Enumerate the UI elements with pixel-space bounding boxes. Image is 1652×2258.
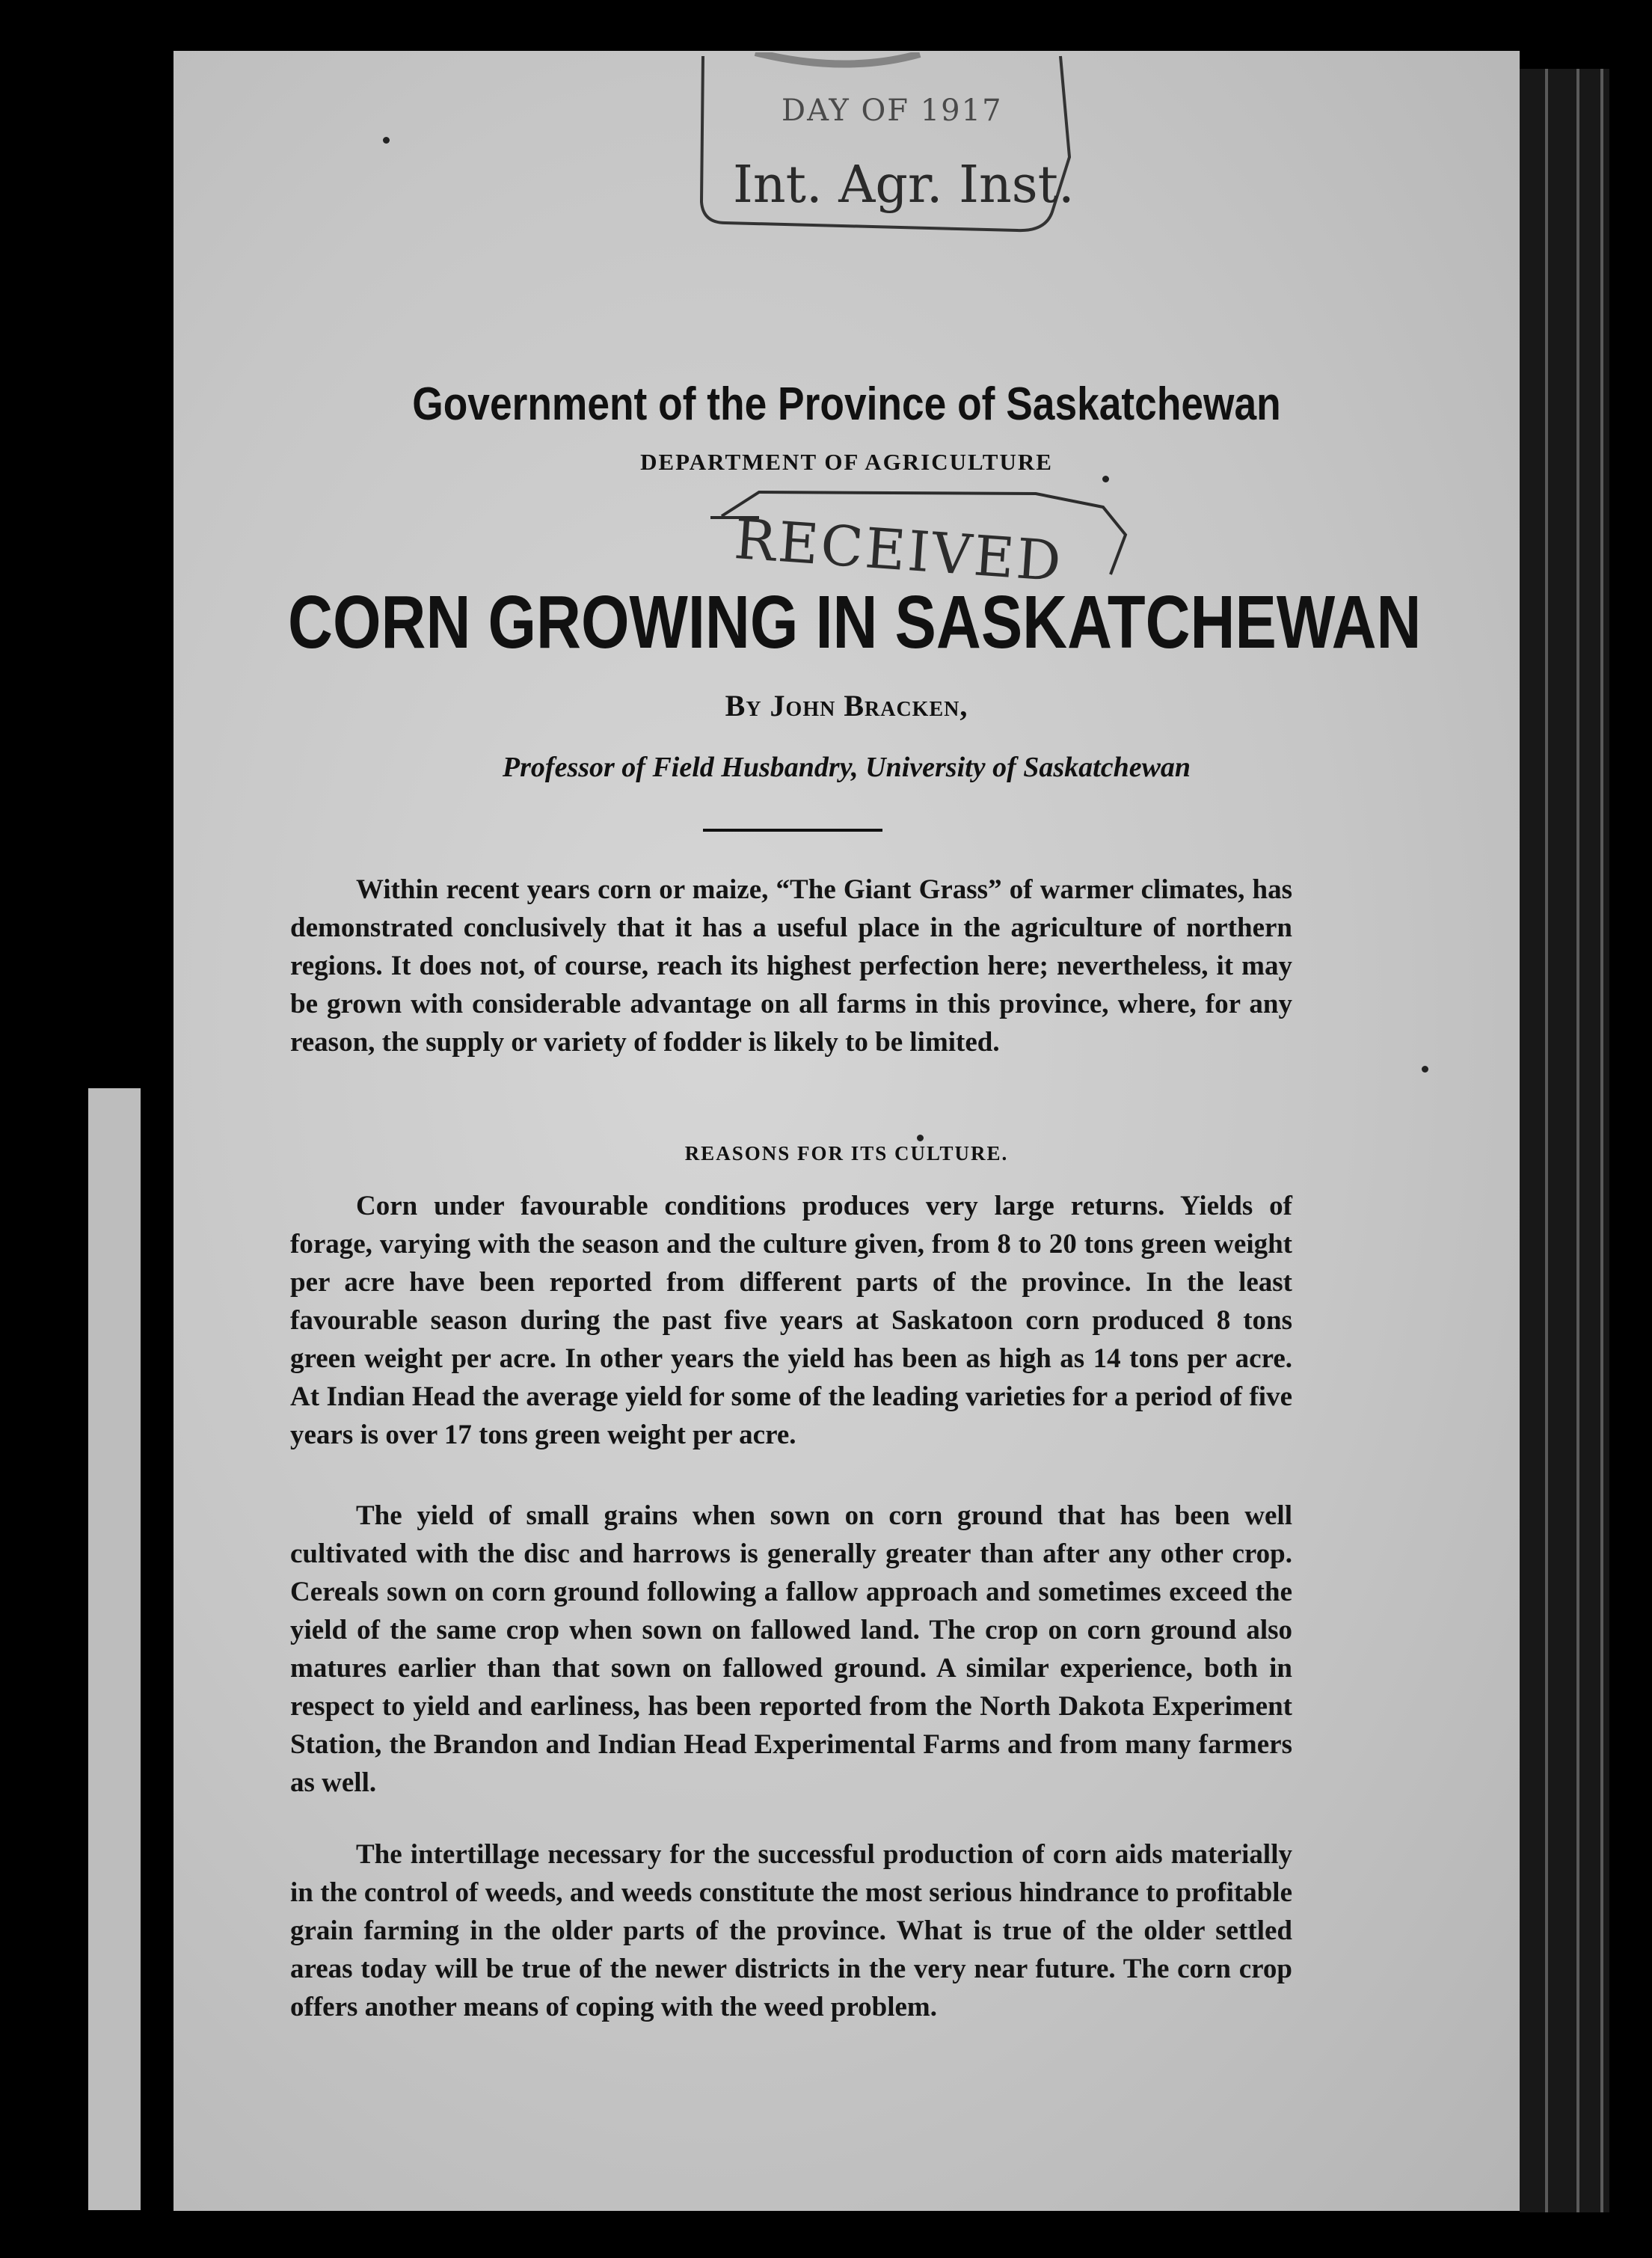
body-paragraph: Corn under favourable conditions produces very large returns. Yields of forage, varying with the season and the culture given, from 8 to 20 tons green weight per acre have been reported from different parts of the province. In the least favourable season during the past five years at Saskatoon corn produced 8 tons green weight per acre. In other years the yield has been as high as 14 tons per acre. At Indian Head the average yield for some of the leading varieties for a period of five years is over 17 tons green weight per acre. xyxy=(290,1191,1292,1450)
spine-line xyxy=(1545,69,1548,2212)
body-paragraph: The intertillage necessary for the successful production of corn aids materially in the control of weeds, and weeds constitute the most serious hindrance to profitable grain farming in the older parts of the province. What is true of the older settled areas today will be true of the newer districts in the very near future. The corn crop offers another means of coping with the weed problem. xyxy=(290,1839,1292,2022)
speck xyxy=(917,1135,924,1141)
left-page-edge xyxy=(88,1088,141,2210)
author-affiliation: Professor of Field Husbandry, University of Saskatchewan xyxy=(502,752,1191,783)
intro-paragraph: Within recent years corn or maize, “The Giant Grass” of warmer climates, has demonstrated conclusively that it has a useful place in the agriculture of northern regions. It does not, of course, reach its highest perfection here; nevertheless, it may be grown with considerable advantage on all farms in this province, where, for any reason, the supply or variety of fodder is likely to be limited. xyxy=(290,874,1292,1058)
body-paragraph: The yield of small grains when sown on corn ground that has been well cultivated with the disc and harrows is generally greater than after any other crop. Cereals sown on corn ground following a fallow approach and sometimes exceed the yield of the same crop when sown on fallowed land. The crop on corn ground also matures earlier than that sown on fallowed ground. A similar experience, both in respect to yield and earliness, has been reported from the North Dakota Experiment Station, the Brandon and Indian Head Experimental Farms and from many farmers as well. xyxy=(290,1500,1292,1798)
library-stamp xyxy=(696,52,1077,247)
speck xyxy=(1102,476,1109,482)
book-spine xyxy=(1520,69,1609,2212)
stamp-date-text: DAY OF 1917 xyxy=(782,93,1003,128)
department-heading: DEPARTMENT OF AGRICULTURE xyxy=(640,449,1053,475)
stamp-institute-text: Int. Agr. Inst. xyxy=(733,156,1075,215)
spine-line xyxy=(1576,69,1579,2212)
speck xyxy=(383,137,390,144)
title-rule xyxy=(703,829,882,832)
speck xyxy=(1422,1066,1428,1073)
received-stamp xyxy=(707,486,1133,595)
government-heading: Government of the Province of Saskatchewan xyxy=(412,378,1281,430)
document-title: CORN GROWING IN SASKATCHEWAN xyxy=(288,580,1422,664)
received-stamp-text: RECEIVED xyxy=(732,507,1066,595)
section-heading: REASONS FOR ITS CULTURE. xyxy=(684,1142,1009,1165)
spine-line xyxy=(1600,69,1603,2212)
author-byline: By John Bracken, xyxy=(725,689,968,723)
